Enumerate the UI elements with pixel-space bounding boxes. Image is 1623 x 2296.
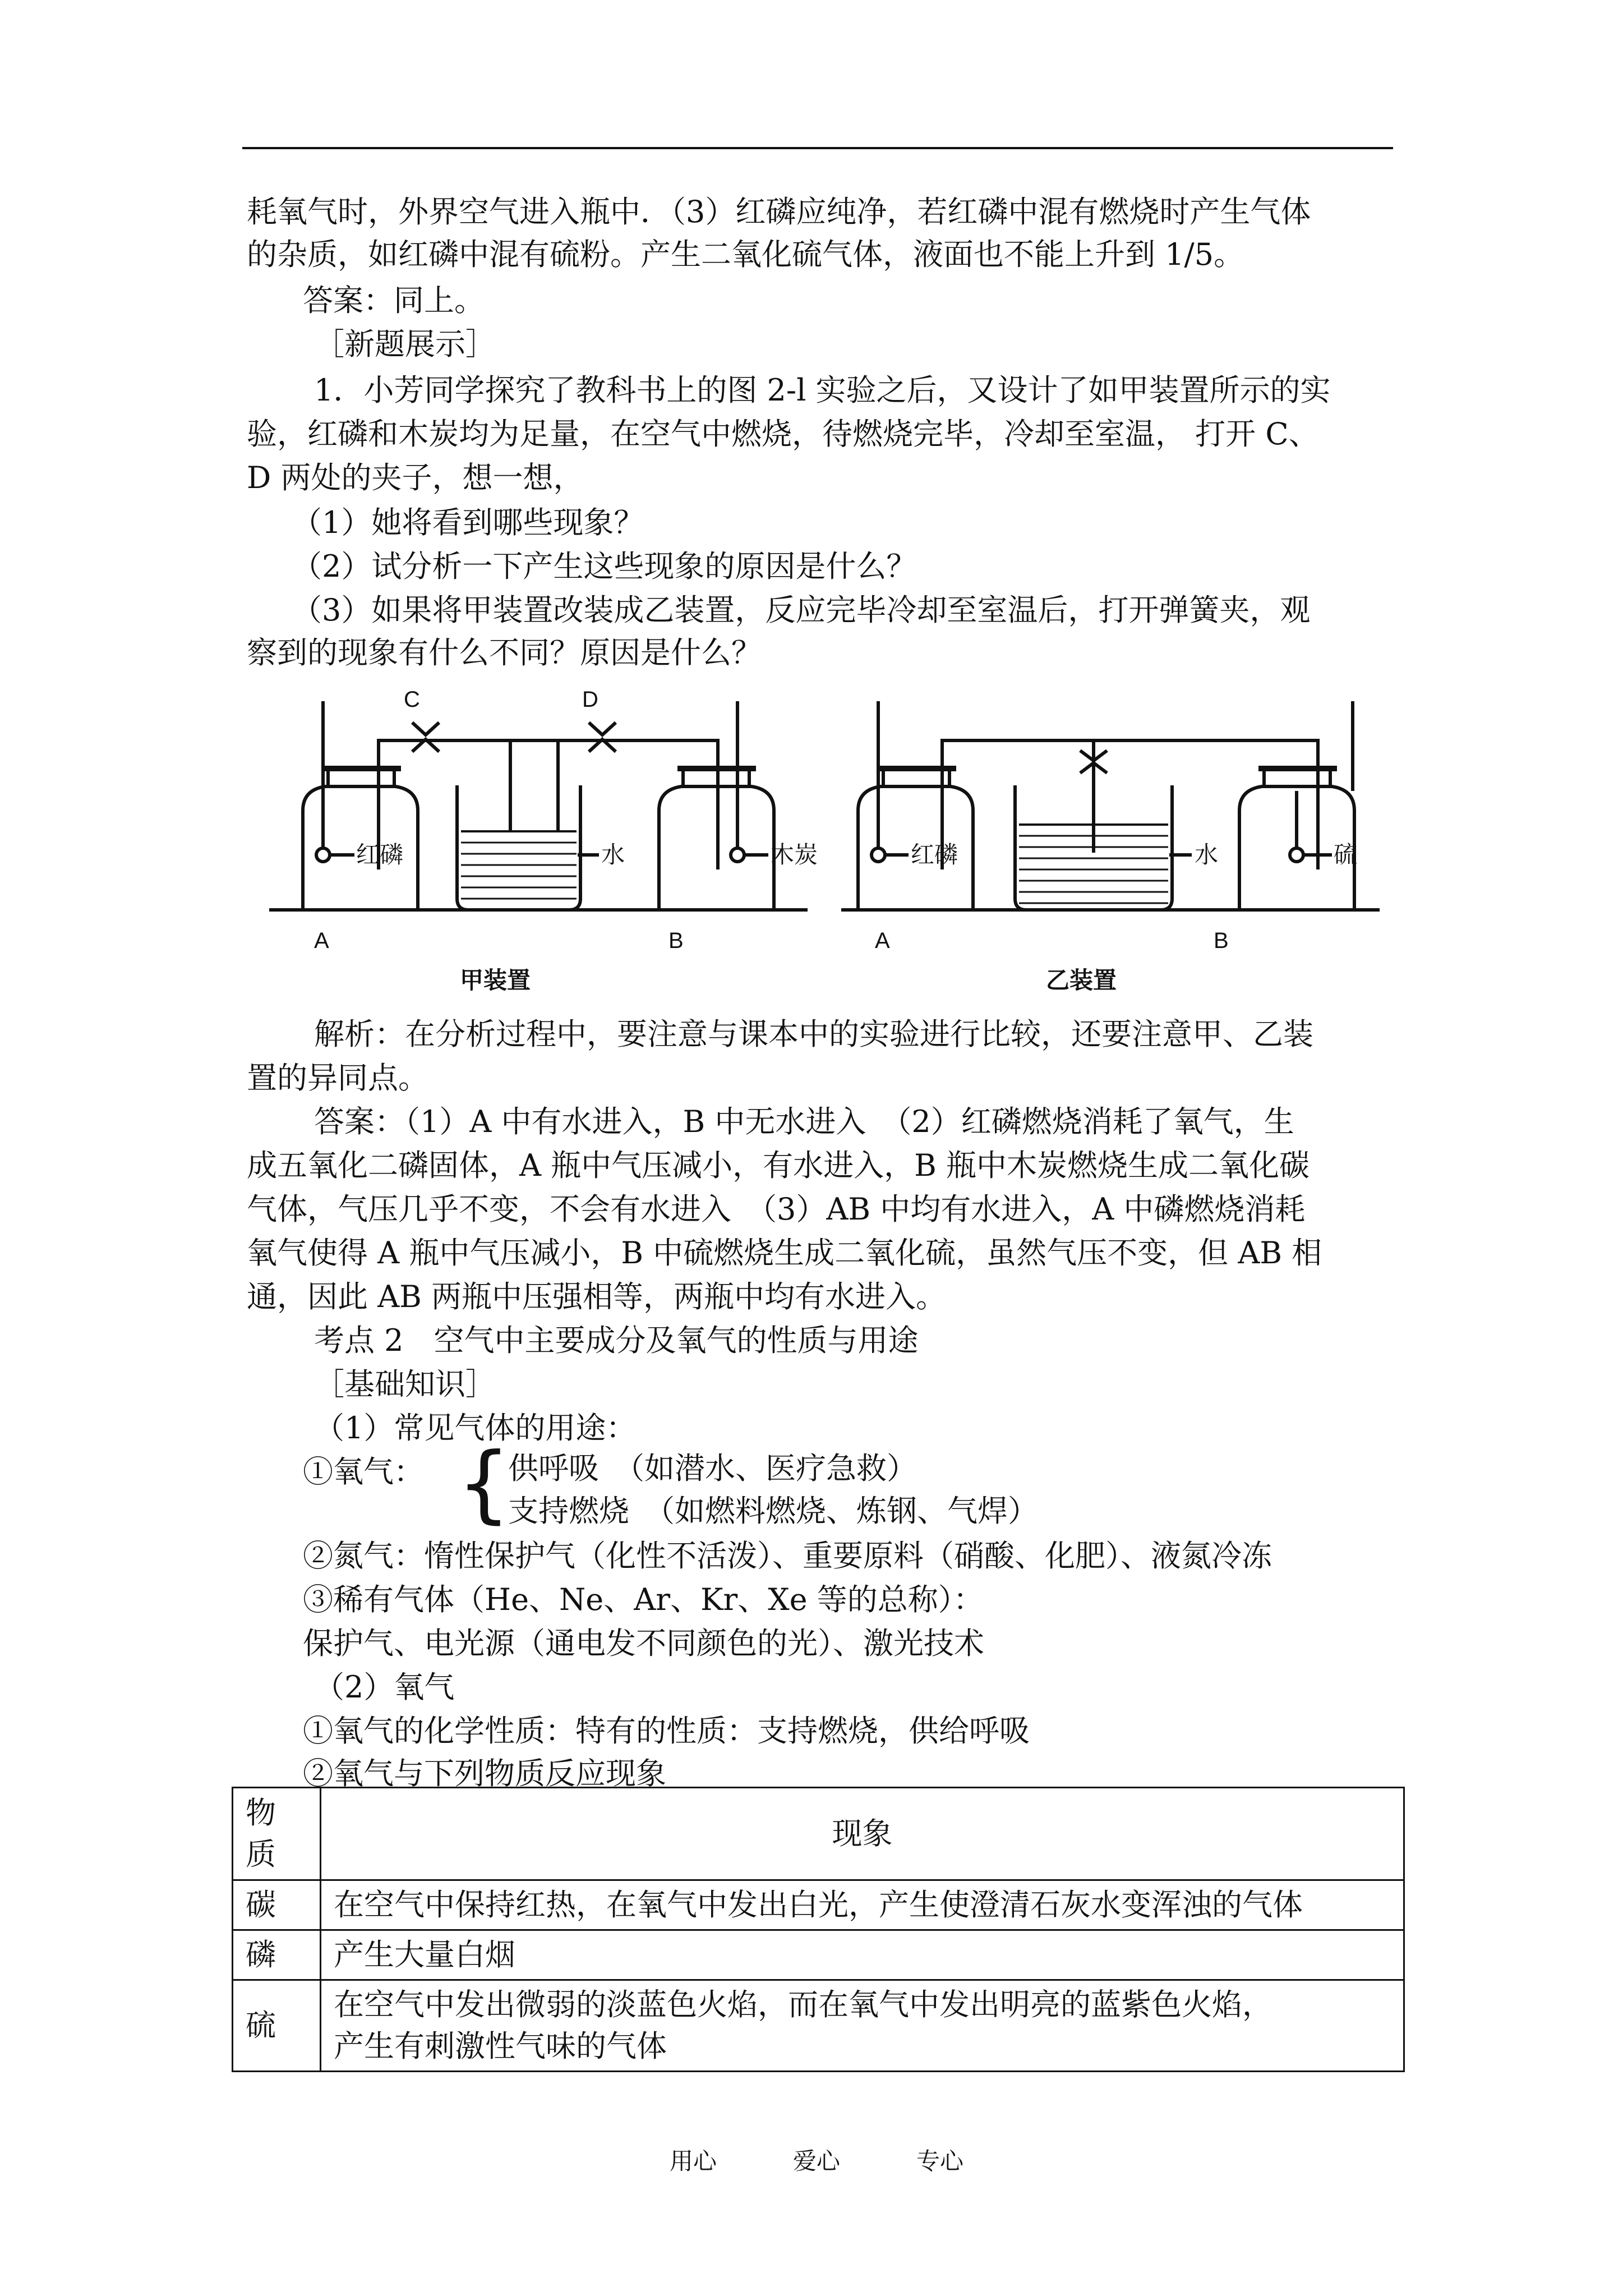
clip-c (412, 723, 439, 752)
label-d: D (582, 687, 598, 712)
header-cell: 物 质 (233, 1788, 321, 1880)
caption-right: 乙装置 (1046, 967, 1117, 994)
label-water-left: 水 (601, 841, 625, 868)
table-cell: 碳 (233, 1880, 321, 1930)
list-item: ③稀有气体（He、Ne、Ar、Kr、Xe 等的总称）： (303, 1582, 984, 1617)
answer-line: 成五氧化二磷固体，A 瓶中气压减小，有水进入，B 瓶中木炭燃烧生成二氧化碳 (247, 1148, 1310, 1183)
label-red-phosphorus-left: 红磷 (356, 841, 404, 868)
label-b-right: B (1214, 928, 1229, 953)
answer-line: 氧气使得 A 瓶中气压减小，B 中硫燃烧生成二氧化硫，虽然气压不变，但 AB 相 (247, 1235, 1322, 1271)
analysis-line: 解析：在分析过程中，要注意与课本中的实验进行比较，还要注意甲、乙装 (314, 1016, 1313, 1052)
section-heading: ［基础知识］ (314, 1366, 496, 1402)
caption-left: 甲装置 (460, 967, 531, 994)
table-cell: 在空气中保持红热，在氧气中发出白光，产生使澄清石灰水变浑浊的气体 (321, 1880, 1404, 1930)
list-item: （2）氧气 (314, 1669, 455, 1705)
footer-text: 专心 (916, 2147, 964, 2175)
list-item: （1）常见气体的用途： (314, 1410, 637, 1446)
list-subitem: 供呼吸 （如潜水、医疗急救） (508, 1451, 917, 1486)
section-heading: ［新题展示］ (314, 326, 496, 362)
list-item: ①氧气的化学性质：特有的性质：支持燃烧，供给呼吸 (303, 1713, 1030, 1749)
paragraph-line: 验，红磷和木炭均为足量，在空气中燃烧，待燃烧完毕，冷却至室温， 打开 C、 (247, 416, 1319, 452)
label-water-right: 水 (1195, 841, 1219, 868)
label-c: C (404, 687, 420, 712)
paragraph-line: 耗氧气时，外界空气进入瓶中．（3）红磷应纯净，若红磷中混有燃烧时产生气体 (247, 194, 1311, 229)
table-header-row (233, 1788, 1404, 1880)
table-row (233, 1880, 1404, 1930)
label-b-left: B (668, 928, 684, 953)
paragraph-line: 答案：同上。 (303, 283, 485, 318)
label-a-right: A (875, 928, 890, 953)
header-rule (242, 147, 1393, 149)
paragraph-line: 1．小芳同学探究了教科书上的图 2-l 实验之后，又设计了如甲装置所示的实 (314, 372, 1331, 408)
topic-heading: 考点 2 空气中主要成分及氧气的性质与用途 (314, 1323, 919, 1358)
list-item: ②氮气：惰性保护气（化性不活泼）、重要原料（硝酸、化肥）、液氮冷冻 (303, 1538, 1272, 1573)
brace-icon: { (457, 1435, 511, 1533)
question-line: （2）试分析一下产生这些现象的原因是什么？ (292, 549, 917, 584)
label-charcoal: 木炭 (771, 841, 818, 868)
list-item: 保护气、电光源（通电发不同颜色的光）、激光技术 (303, 1626, 984, 1661)
answer-line: 通，因此 AB 两瓶中压强相等，两瓶中均有水进入。 (247, 1279, 947, 1314)
question-line: 察到的现象有什么不同？原因是什么？ (247, 635, 762, 670)
beaker-left (457, 785, 580, 910)
question-line: （3）如果将甲装置改装成乙装置，反应完毕冷却至室温后，打开弹簧夹，观 (292, 592, 1311, 628)
table-row (233, 1980, 1404, 2072)
label-a-left: A (314, 928, 329, 953)
footer-text: 爱心 (793, 2147, 841, 2175)
label-red-phosphorus-right: 红磷 (911, 841, 958, 868)
answer-line: 答案：（1）A 中有水进入，B 中无水进入 （2）红磷燃烧消耗了氧气，生 (314, 1104, 1294, 1139)
paragraph-line: D 两处的夹子，想一想， (247, 460, 584, 495)
table-cell: 产生大量白烟 (321, 1930, 1404, 1980)
footer-text: 用心 (670, 2147, 717, 2175)
clip-d (589, 723, 616, 752)
list-subitem: 支持燃烧 （如燃料燃烧、炼钢、气焊） (508, 1493, 1038, 1529)
table-row (233, 1930, 1404, 1980)
table-cell: 磷 (233, 1930, 321, 1980)
question-line: （1）她将看到哪些现象？ (292, 505, 644, 540)
apparatus-figure (264, 684, 1385, 999)
table-cell: 硫 (233, 1980, 321, 2072)
reaction-table (232, 1787, 1405, 2072)
analysis-line: 置的异同点。 (247, 1060, 428, 1096)
list-item: ②氧气与下列物质反应现象 (303, 1756, 666, 1791)
header-cell: 现象 (321, 1788, 1404, 1880)
paragraph-line: 的杂质，如红磷中混有硫粉。产生二氧化硫气体，液面也不能上升到 1/5。 (247, 237, 1244, 272)
list-item: ①氧气： (303, 1454, 424, 1489)
table-cell: 在空气中发出微弱的淡蓝色火焰，而在氧气中发出明亮的蓝紫色火焰， 产生有刺激性气味的气体 (321, 1980, 1404, 2072)
answer-line: 气体，气压几乎不变，不会有水进入 （3）AB 中均有水进入，A 中磷燃烧消耗 (247, 1191, 1306, 1227)
label-sulfur: 硫 (1334, 841, 1358, 868)
